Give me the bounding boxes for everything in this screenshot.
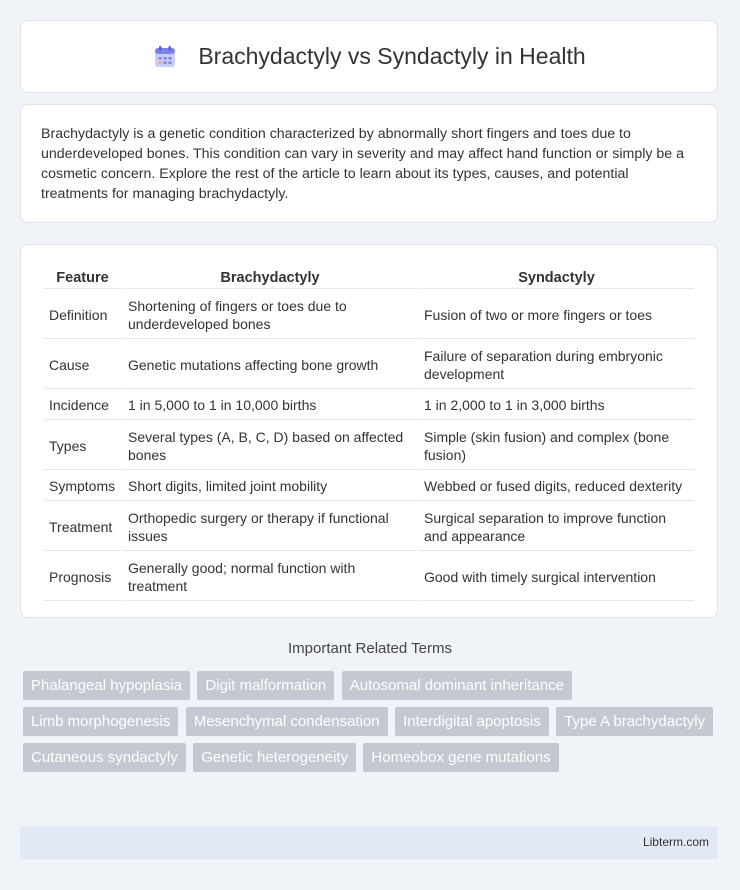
table-header-row — [44, 267, 694, 289]
footer — [20, 826, 718, 859]
related-term-tag[interactable]: Genetic heterogeneity — [193, 743, 356, 772]
related-term-tag[interactable]: Type A brachydactyly — [556, 707, 713, 736]
row-syndactyly: 1 in 2,000 to 1 in 3,000 births — [419, 391, 694, 420]
row-brachydactyly: Several types (A, B, C, D) based on affected bones — [123, 422, 417, 470]
row-feature: Symptoms — [44, 472, 121, 501]
row-feature: Incidence — [44, 391, 121, 420]
related-term-tag[interactable]: Digit malformation — [197, 671, 334, 700]
related-terms-list — [23, 671, 723, 779]
related-term-tag[interactable]: Cutaneous syndactyly — [23, 743, 186, 772]
related-term-tag[interactable]: Interdigital apoptosis — [395, 707, 549, 736]
table-row — [44, 391, 694, 420]
related-term-tag[interactable]: Limb morphogenesis — [23, 707, 178, 736]
row-syndactyly: Fusion of two or more fingers or toes — [419, 291, 694, 339]
row-feature: Treatment — [44, 503, 121, 551]
related-term-tag[interactable]: Autosomal dominant inheritance — [342, 671, 572, 700]
footer-site-link[interactable]: Libterm.com — [642, 835, 709, 849]
calendar-icon — [152, 44, 178, 70]
row-syndactyly: Surgical separation to improve function and appearance — [419, 503, 694, 551]
row-feature: Prognosis — [44, 553, 121, 601]
row-brachydactyly: 1 in 5,000 to 1 in 10,000 births — [123, 391, 417, 420]
row-brachydactyly: Generally good; normal function with treatment — [123, 553, 417, 601]
page-title: Brachydactyly vs Syndactyly in Health — [198, 43, 586, 69]
comparison-table-card — [20, 244, 718, 618]
related-terms-heading: Important Related Terms — [288, 640, 452, 657]
related-term-tag[interactable]: Phalangeal hypoplasia — [23, 671, 190, 700]
table-row — [44, 503, 694, 551]
table-row — [44, 341, 694, 389]
related-term-tag[interactable]: Homeobox gene mutations — [363, 743, 558, 772]
title-card — [20, 20, 718, 93]
row-feature: Definition — [44, 291, 121, 339]
table-row — [44, 472, 694, 501]
row-syndactyly: Webbed or fused digits, reduced dexterity — [419, 472, 694, 501]
header-feature: Feature — [44, 267, 121, 289]
intro-text: Brachydactyly is a genetic condition characterized by abnormally short fingers and toes due to underdeveloped bones. This condition can vary in severity and may affect hand function or simply be a cosmetic concern. Explore the rest of the article to learn about its types, causes, and potential treatments for managing brachydactyly. — [41, 126, 685, 202]
comparison-table — [42, 265, 696, 603]
table-row — [44, 553, 694, 601]
row-feature: Cause — [44, 341, 121, 389]
row-syndactyly: Simple (skin fusion) and complex (bone fusion) — [419, 422, 694, 470]
intro-card — [20, 104, 718, 223]
table-row — [44, 291, 694, 339]
row-feature: Types — [44, 422, 121, 470]
row-brachydactyly: Genetic mutations affecting bone growth — [123, 341, 417, 389]
row-syndactyly: Failure of separation during embryonic development — [419, 341, 694, 389]
table-row — [44, 422, 694, 470]
row-syndactyly: Good with timely surgical intervention — [419, 553, 694, 601]
row-brachydactyly: Shortening of fingers or toes due to underdeveloped bones — [123, 291, 417, 339]
header-syndactyly: Syndactyly — [419, 267, 694, 289]
header-brachydactyly: Brachydactyly — [123, 267, 417, 289]
related-term-tag[interactable]: Mesenchymal condensation — [186, 707, 388, 736]
row-brachydactyly: Short digits, limited joint mobility — [123, 472, 417, 501]
row-brachydactyly: Orthopedic surgery or therapy if functional issues — [123, 503, 417, 551]
